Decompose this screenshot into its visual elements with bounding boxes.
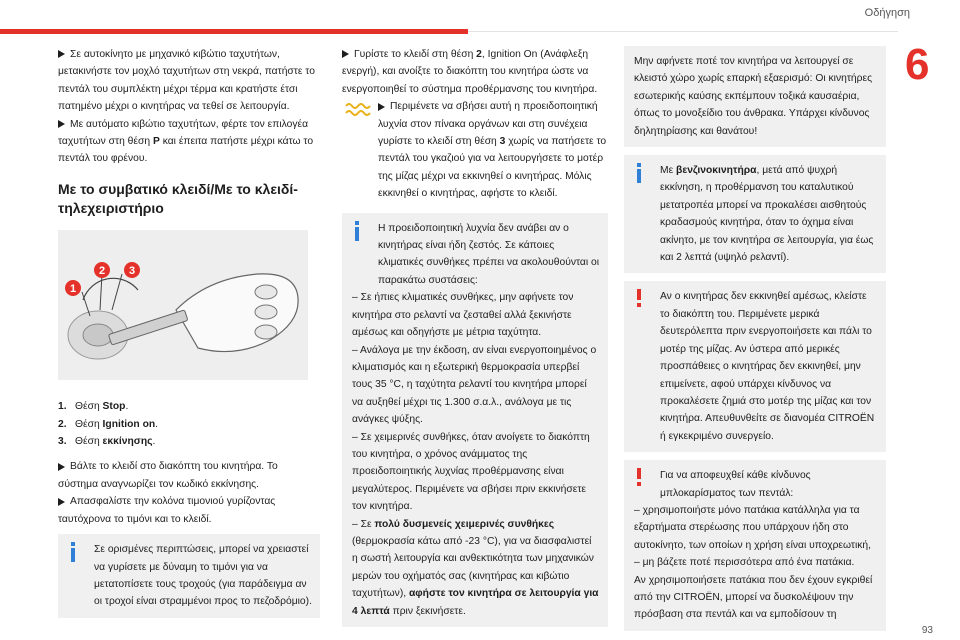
bullet-arrow-icon	[58, 50, 65, 58]
info-box: Η προειδοποιητική λυχνία δεν ανάβει αν ο κινητήρας είναι ήδη ζεστός. Σε κάποιες κλιματικές συνθήκες πρέπει να ακολουθούνται οι παρακάτω συστάσεις: – Σε ήπιες κλιματικές συνθήκες, μην αφήνετε τον κινητήρα στο ρελαντί να ζεσταθεί αλλά ξεκινήστε αμέσως και οδηγήστε με μέτρια ταχύτητα. – Ανάλογα με την έκδοση, αν είναι ενεργοποιημένος ο κλιματισμός και η εξωτερική θερμοκρασία υπερβεί τους 35 °C, η ταχύτητα ρελαντί του κινητήρα μπορεί να αυξηθεί μέχρι τις 1.300 σ.α.λ., ανάλογα με τις ανάγκες ψύξης. – Σε χειμερινές συνθήκες, όταν ανοίγετε το διακόπτη του κινητήρα, ο χρόνος ανάμματος της προειδοποιητικής λυχνίας προθέρμανσης είναι μεγαλύτερος. Περιμένετε να σβήσει πριν εκκινήσετε τον κινητήρα. – Σε πολύ δυσμενείς χειμερινές συνθήκες (θερμοκρασία κάτω από -23 °C), για να διασφαλιστεί η σωστή λειτουργία και ανθεκτικότητα των μηχανικών μερών του οχήματός σας (κινητήρας και κιβώτιο ταχυτήτων), αφήστε τον κινητήρα σε λειτουργία για 4 λεπτά πριν ξεκινήσετε.	[342, 213, 608, 627]
fob-button-trunk	[255, 325, 277, 339]
header-title: Οδήγηση	[864, 7, 910, 19]
info-icon	[352, 221, 370, 239]
list-item: – Σε χειμερινές συνθήκες, όταν ανοίγετε το διακόπτη του κινητήρα, ο χρόνος ανάμματος της προειδοποιητικής λυχνίας προθέρμανσης είναι μεγαλύτερος. Περιμένετε να σβήσει πριν εκκινήσετε τον κινητήρα.	[352, 431, 590, 513]
warning-icon	[634, 468, 652, 486]
key-ignition-illustration	[58, 230, 308, 380]
list-item: – Σε πολύ δυσμενείς χειμερινές συνθήκες (θερμοκρασία κάτω από -23 °C), για να διασφαλιστεί η σωστή λειτουργία και ανθεκτικότητα των μηχανικών μερών του οχήματός σας (κινητήρας και κιβώτιο ταχυτήτων), αφήστε τον κινητήρα σε λειτουργία για 4 λεπτά πριν ξεκινήσετε.	[352, 518, 599, 617]
header-divider	[468, 31, 898, 32]
bullet-arrow-icon	[58, 120, 65, 128]
list-item: – Ανάλογα με την έκδοση, αν είναι ενεργοποιημένος ο κλιματισμός και η εξωτερική θερμοκρασία υπερβεί τους 35 °C, η ταχύτητα ρελαντί του κινητήρα μπορεί να αυξηθεί μέχρι τις 1.300 σ.α.λ., ανάλογα με τις ανάγκες ψύξης.	[352, 344, 597, 426]
bullet-arrow-icon	[58, 463, 65, 471]
page-header	[0, 0, 960, 40]
section-title: Με το συμβατικό κλειδί/Με το κλειδί-τηλεχειριστήριο	[58, 180, 298, 216]
note-box: Μην αφήνετε ποτέ τον κινητήρα να λειτουργεί σε κλειστό χώρο χωρίς επαρκή εξαερισμό: Οι κινητήρες εσωτερικής καύσης εκπέμπουν τοξικά καυσαέρια, όπως το μονοξείδιο του άνθρακα. Υπάρχει κίνδυνος δηλητηρίασης και θανάτου!	[624, 46, 886, 147]
preheat-instruction: Περιμένετε να σβήσει αυτή η προειδοποιητική λυχνία στον πίνακα οργάνων και στη συνέχεια γυρίστε το κλειδί στη θέση 3 χωρίς να πατήσετε το πεντάλ του γκαζιού για να λειτουργήσετε το μοτέρ της μίζας μέχρι να εκκινηθεί ο κινητήρας. Μόλις εκκινηθεί ο κινητήρας, αφήστε το κλειδί.	[342, 98, 608, 202]
column-1	[58, 46, 320, 626]
header-accent-line	[0, 29, 468, 34]
warning-box: Αν ο κινητήρας δεν εκκινηθεί αμέσως, κλείστε το διακόπτη του. Περιμένετε μερικά δευτερόλεπτα πριν ενεργοποιήσετε και πάλι το μοτέρ της μίζας. Αν ύστερα από μερικές προσπάθειες ο κινητήρας δεν εκκινηθεί, μην επιμείνετε, αφού υπάρχει κίνδυνος να προκαλέσετε ζημιά στο μοτέρ της μίζας και τον κινητήρα. Απευθυνθείτε σε διανομέα CITROËN ή εγκεκριμένο συνεργείο.	[624, 281, 886, 452]
info-box: Με βενζινοκινητήρα, μετά από ψυχρή εκκίνηση, η προθέρμανση του καταλυτικού μετατροπέα μπορεί να προκαλέσει αισθητούς κραδασμούς κινητήρα, όταν το όχημα είναι ακίνητο, με τον κινητήρα σε λειτουργία, για έως και 2 λεπτά (υψηλό ρελαντί).	[624, 155, 886, 273]
legend-item: 1. Θέση Stop.	[58, 401, 129, 413]
paragraph: Απασφαλίστε την κολόνα τιμονιού γυρίζοντας ταυτόχρονα το τιμόνι και το κλειδί.	[58, 496, 276, 525]
column-2	[342, 46, 608, 635]
chapter-number: 6	[905, 40, 930, 89]
paragraph: Με αυτόματο κιβώτιο ταχυτήτων, φέρτε τον επιλογέα ταχυτήτων στη θέση P και έπειτα πατήστε μέχρι κάτω το πεντάλ του φρένου.	[58, 118, 314, 165]
legend-item: 2. Θέση Ignition on.	[58, 418, 159, 430]
info-icon	[68, 542, 86, 560]
legend	[58, 398, 320, 450]
warning-icon	[634, 289, 652, 307]
paragraph: Σε αυτοκίνητο με μηχανικό κιβώτιο ταχυτήτων, μετακινήστε τον μοχλό ταχυτήτων στη νεκρά, πατήστε το πεντάλ του συμπλέκτη μέχρι τέρμα και κρατήστε έτσι πατημένο μέχρι ο κινητήρας να τεθεί σε λειτουργία.	[58, 49, 315, 113]
position-label-1: 1	[69, 282, 77, 295]
page-number: 93	[921, 625, 933, 636]
position-label-2: 2	[98, 264, 106, 277]
bullet-arrow-icon	[342, 50, 349, 58]
info-box: Σε ορισμένες περιπτώσεις, μπορεί να χρειαστεί να γυρίσετε με δύναμη το τιμόνι για να μετατοπίσετε τους τροχούς (για παράδειγμα αν οι τροχοί είναι στραμμένοι προς το πεζοδρόμιο).	[58, 534, 320, 618]
paragraph: Γυρίστε το κλειδί στη θέση 2, Ignition On (Ανάφλεξη ενεργή), και ανοίξτε το διακόπτη του κινητήρα ώστε να ενεργοποιηθεί το σύστημα προθέρμανσης του κινητήρα.	[342, 49, 598, 95]
list-item: – Σε ήπιες κλιματικές συνθήκες, μην αφήνετε τον κινητήρα στο ρελαντί να ζεσταθεί αλλά ξεκινήστε αμέσως και οδηγήστε με μέτρια ταχύτητα.	[352, 292, 574, 339]
bullet-arrow-icon	[378, 103, 385, 111]
fob-button-unlock	[255, 305, 277, 319]
list-item: – χρησιμοποιήστε μόνο πατάκια κατάλληλα για τα εξαρτήματα στερέωσης που υπάρχουν ήδη στο αυτοκίνητο, των οποίων η χρήση είναι υποχρεωτική,	[634, 504, 872, 551]
bullet-arrow-icon	[58, 498, 65, 506]
warning-box: Για να αποφευχθεί κάθε κίνδυνος μπλοκαρίσματος των πεντάλ: – χρησιμοποιήστε μόνο πατάκια κατάλληλα για τα εξαρτήματα στερέωσης που υπάρχουν ήδη στο αυτοκίνητο, των οποίων η χρήση είναι υποχρεωτική, – μη βάζετε ποτέ περισσότερα από ένα πατάκια. Αν χρησιμοποιήσετε πατάκια που δεν έχουν εγκριθεί από την CITROËN, μπορεί να δυσκολέψουν την πρόσβαση στα πεντάλ και να εμποδίσουν τη	[624, 460, 886, 631]
list-item: – μη βάζετε ποτέ περισσότερα από ένα πατάκια.	[634, 557, 855, 569]
legend-item: 3. Θέση εκκίνησης.	[58, 436, 156, 448]
position-label-3: 3	[128, 264, 136, 277]
info-icon	[634, 163, 652, 181]
paragraph: Βάλτε το κλειδί στο διακόπτη του κινητήρα. Το σύστημα αναγνωρίζει τον κωδικό εκκίνησης.	[58, 461, 278, 490]
fob-button-lock	[255, 285, 277, 299]
column-3	[624, 46, 886, 639]
preheat-lamp-icon	[342, 100, 372, 122]
